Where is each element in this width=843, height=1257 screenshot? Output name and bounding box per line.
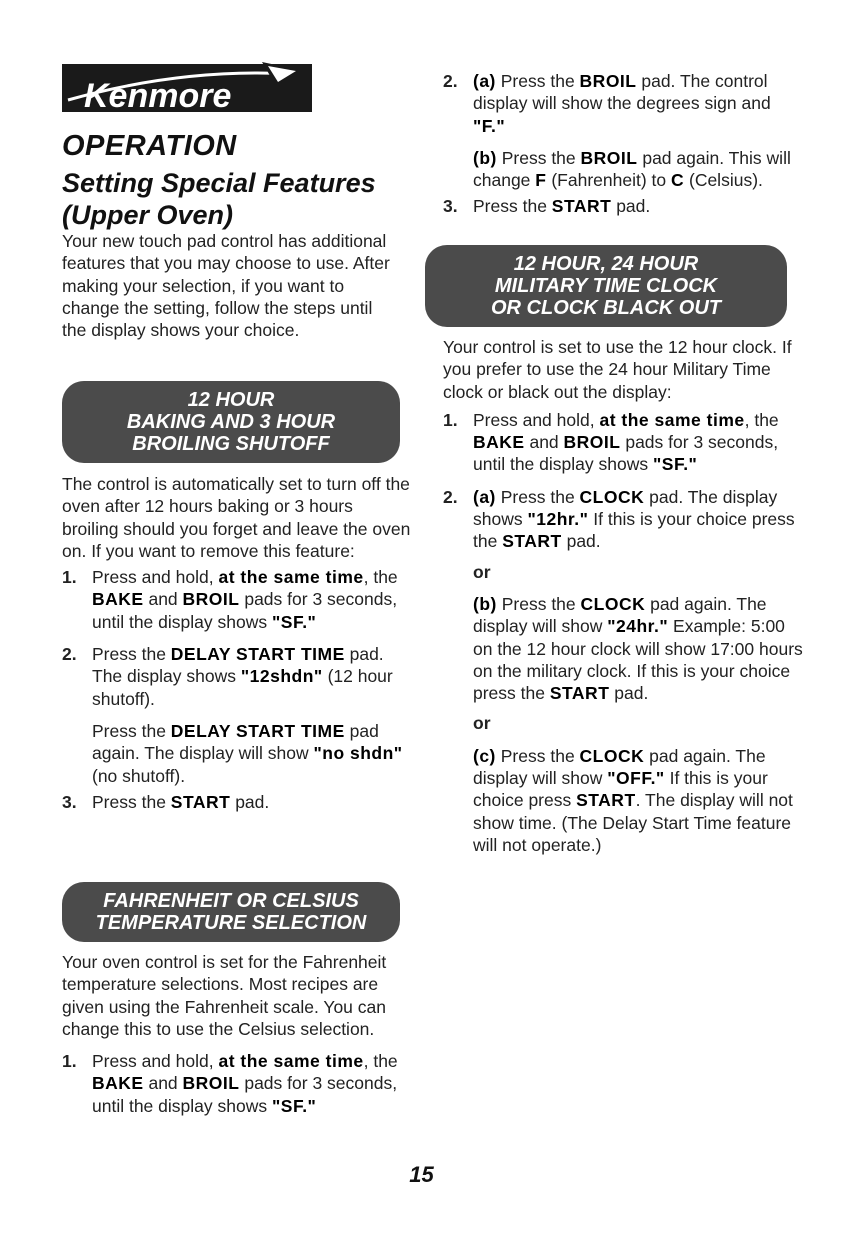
shutoff-steps xyxy=(62,566,412,813)
step-text: pad. The display shows xyxy=(473,486,778,530)
delay-start-pad-label: DELAY START TIME xyxy=(170,644,345,665)
start-pad-label: START xyxy=(551,196,612,217)
step-text: (Celsius). xyxy=(684,170,763,191)
step-number: 1. xyxy=(62,1051,77,1072)
list-item xyxy=(443,70,803,191)
step-text: , the xyxy=(744,409,779,430)
step-text: pad. The display shows xyxy=(92,644,384,687)
display-readout: "OFF." xyxy=(607,768,665,789)
bake-pad-label: BAKE xyxy=(92,589,144,610)
step-number: 2. xyxy=(62,644,77,665)
clock-pad-label: CLOCK xyxy=(579,486,645,507)
clock-steps xyxy=(443,409,803,856)
step-paragraph xyxy=(92,720,412,787)
step-text: Press and hold, xyxy=(92,567,219,588)
step-text: Press the xyxy=(495,486,580,507)
step-text: pad again. The display will show xyxy=(473,593,767,637)
step-paragraph xyxy=(473,147,803,192)
step-text: pads for 3 seconds, until the display shows xyxy=(92,1073,398,1116)
step-text: pad again. The display will show xyxy=(473,745,766,789)
list-item xyxy=(62,643,412,787)
step-text: If this is your choice press the xyxy=(473,509,795,552)
list-item xyxy=(62,1050,412,1117)
unit-letter: C xyxy=(670,170,685,191)
display-readout: "F." xyxy=(473,115,506,136)
clock-banner xyxy=(425,245,787,327)
section-heading: OPERATION xyxy=(62,130,237,162)
display-readout: "no shdn" xyxy=(313,743,403,764)
list-item xyxy=(443,409,803,476)
step-emphasis: at the same time xyxy=(599,409,745,430)
step-text: (Fahrenheit) to xyxy=(546,170,671,191)
step-text: and xyxy=(143,1073,183,1094)
step-text: Press the xyxy=(92,791,171,812)
step-emphasis: at the same time xyxy=(218,567,364,588)
step-text: Press the xyxy=(92,720,171,741)
shutoff-section xyxy=(62,473,412,813)
broil-pad-label: BROIL xyxy=(182,1073,240,1094)
step-text: Press the xyxy=(92,644,171,665)
step-text: . The display will not show time. (The Delay Start Time feature will not operate.) xyxy=(473,790,793,855)
page-number: 15 xyxy=(409,1162,434,1187)
step-text: Press the xyxy=(496,147,581,168)
start-pad-label: START xyxy=(170,791,231,812)
display-readout: "SF." xyxy=(271,1095,317,1116)
step-text: pad. xyxy=(230,791,270,812)
step-text: (12 hour shutoff). xyxy=(92,666,393,709)
shutoff-text: The control is automatically set to turn off the oven after 12 hours baking or 3 hours broiling should you forget and leave the oven on. If you want to remove this feature: xyxy=(62,474,411,561)
temperature-text: Your oven control is set for the Fahrenheit temperature selections. Most recipes are given using the Fahrenheit scale. You can change this to use the Celsius selection. xyxy=(62,952,387,1039)
step-text: pad again. The display will show xyxy=(92,720,379,764)
step-text: pad. The control display will show the degrees sign and xyxy=(473,71,771,114)
step-text: Press the xyxy=(495,745,580,766)
list-item xyxy=(443,486,803,856)
step-paragraph xyxy=(473,486,803,553)
temperature-section-right xyxy=(443,60,803,218)
step-text: pads for 3 seconds, until the display shows xyxy=(473,432,779,475)
step-text: Example: 5:00 on the 12 hour clock will show 17:00 hours on the military clock. If this is your choice press the xyxy=(473,616,803,704)
or-separator: or xyxy=(473,713,491,734)
step-text: Press the xyxy=(496,593,581,614)
step-text: pad. xyxy=(611,196,651,217)
step-number: 1. xyxy=(443,409,458,430)
step-text: Press the xyxy=(473,196,552,217)
banner-line: MILITARY TIME CLOCK xyxy=(494,275,718,297)
page-title-line1: Setting Special Features xyxy=(62,168,376,198)
display-readout: "12shdn" xyxy=(240,666,323,687)
kenmore-logo xyxy=(62,60,312,116)
broil-pad-label: BROIL xyxy=(579,71,637,91)
step-number: 2. xyxy=(443,71,458,91)
step-number: 3. xyxy=(62,791,77,812)
bake-pad-label: BAKE xyxy=(92,1073,144,1094)
banner-line: OR CLOCK BLACK OUT xyxy=(491,297,721,319)
intro-paragraph: Your new touch pad control has additional features that you may choose to use. After making your selection, if you want to change the setting, follow the steps until the display shows your choice. xyxy=(62,231,390,341)
step-text: If this is your choice press xyxy=(473,768,768,811)
start-pad-label: START xyxy=(502,531,562,552)
clock-section xyxy=(443,336,803,856)
step-text: , the xyxy=(363,567,398,588)
clock-text: Your control is set to use the 12 hour clock. If you prefer to use the 24 hour Military Time clock or black out the display: xyxy=(443,337,792,402)
shutoff-banner xyxy=(62,381,400,463)
step-text: pads for 3 seconds, until the display shows xyxy=(92,589,398,632)
step-text: and xyxy=(143,589,183,610)
page-title xyxy=(62,167,392,231)
banner-line: FAHRENHEIT OR CELSIUS xyxy=(103,890,359,912)
step-text: pad again. This will change xyxy=(473,147,791,191)
list-item xyxy=(62,791,412,813)
temperature-steps xyxy=(62,1050,412,1117)
step-paragraph xyxy=(92,643,412,710)
banner-line: BROILING SHUTOFF xyxy=(132,433,330,455)
step-number: 2. xyxy=(443,486,458,507)
clock-pad-label: CLOCK xyxy=(580,593,646,614)
temperature-banner xyxy=(62,882,400,942)
temperature-steps-continued xyxy=(443,70,803,218)
delay-start-pad-label: DELAY START TIME xyxy=(170,720,345,741)
broil-pad-label: BROIL xyxy=(580,147,638,168)
step-text: Press the xyxy=(495,71,580,91)
bake-pad-label: BAKE xyxy=(473,432,525,453)
display-readout: "SF." xyxy=(271,611,317,632)
step-number: 3. xyxy=(443,196,458,217)
display-readout: "12hr." xyxy=(527,509,589,530)
step-text: Press and hold, xyxy=(92,1051,219,1072)
step-emphasis: at the same time xyxy=(218,1051,364,1072)
step-text: (no shutoff). xyxy=(92,765,186,786)
broil-pad-label: BROIL xyxy=(182,589,240,610)
step-text: pad. xyxy=(609,683,649,704)
display-readout: "SF." xyxy=(652,454,698,475)
display-readout: "24hr." xyxy=(607,616,669,637)
step-text: pad. xyxy=(561,531,601,552)
substep-label: (a) xyxy=(473,486,496,507)
start-pad-label: START xyxy=(549,683,610,704)
or-separator: or xyxy=(473,561,491,582)
substep-label: (a) xyxy=(473,71,496,91)
list-item xyxy=(62,566,412,633)
start-pad-label: START xyxy=(576,790,636,811)
step-number: 1. xyxy=(62,567,77,588)
step-paragraph xyxy=(473,593,803,704)
step-text: Press and hold, xyxy=(473,409,600,430)
clock-pad-label: CLOCK xyxy=(579,745,645,766)
step-paragraph xyxy=(473,745,803,856)
brand-name: Kenmore xyxy=(84,77,232,115)
list-item xyxy=(443,195,803,217)
substep-label: (c) xyxy=(473,745,496,766)
broil-pad-label: BROIL xyxy=(563,432,621,453)
step-text: , the xyxy=(363,1051,398,1072)
banner-line: 12 HOUR, 24 HOUR xyxy=(513,253,699,275)
temperature-section-left xyxy=(62,951,412,1117)
step-paragraph xyxy=(473,70,803,137)
banner-line: TEMPERATURE SELECTION xyxy=(95,912,367,934)
substep-label: (b) xyxy=(473,593,497,614)
step-text: and xyxy=(524,432,564,453)
page-title-line2: (Upper Oven) xyxy=(62,200,234,230)
substep-label: (b) xyxy=(473,147,497,168)
unit-letter: F xyxy=(535,170,547,191)
banner-line: BAKING AND 3 HOUR xyxy=(126,411,336,433)
banner-line: 12 HOUR xyxy=(187,389,275,411)
